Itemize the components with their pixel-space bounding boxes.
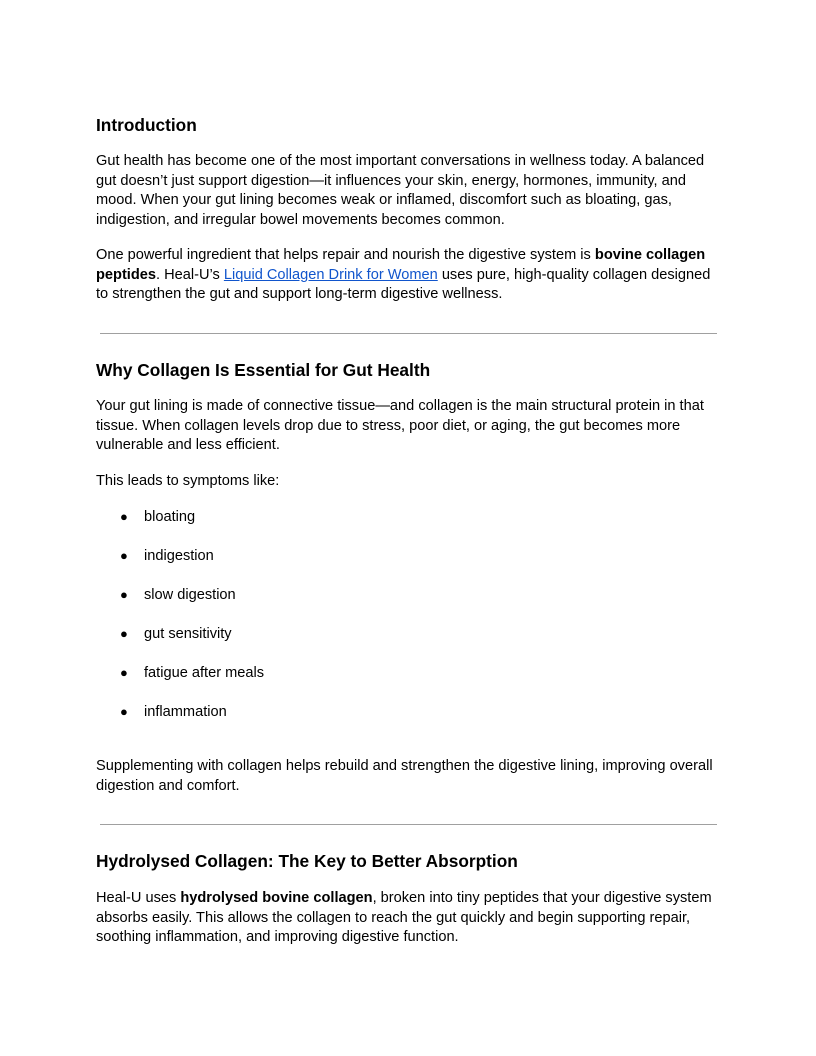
list-item: [96, 545, 496, 584]
intro-paragraph-2-text-a: One powerful ingredient that helps repair and nourish the digestive system is: [96, 247, 595, 263]
section-divider-1: [100, 333, 717, 334]
bullet-icon: ●: [120, 587, 128, 602]
list-item-text: inflammation: [144, 704, 227, 720]
heading-hydrolysed-collagen: Hydrolysed Collagen: The Key to Better Absorption: [96, 851, 518, 871]
hydro-paragraph-1-text-a: Heal-U uses: [96, 890, 181, 906]
liquid-collagen-link[interactable]: Liquid Collagen Drink for Women: [223, 266, 438, 283]
heading-why-collagen: Why Collagen Is Essential for Gut Health: [96, 360, 431, 380]
intro-paragraph-1: Gut health has become one of the most important conversations in wellness today. A balanced gut doesn’t just support digestion—it influences your skin, energy, hormones, immunity, and mood. When your gut lining becomes weak or inflamed, discomfort such as bloating, gas, indigestion, and irregular bowel movements becomes common.: [96, 153, 705, 228]
list-item-text: fatigue after meals: [144, 665, 265, 681]
intro-paragraph-2-text-b: . Heal-U’s: [156, 266, 224, 283]
list-item: [96, 584, 496, 623]
intro-paragraph-2: [96, 246, 720, 305]
list-item: [96, 506, 496, 545]
list-item: [96, 623, 496, 662]
why-paragraph-2: This leads to symptoms like:: [96, 473, 280, 489]
bullet-icon: ●: [120, 704, 128, 719]
why-paragraph-1: Your gut lining is made of connective tissue—and collagen is the main structural protein in that tissue. When collagen levels drop due to stress, poor diet, or aging, the gut becomes more vulnerable and less efficient.: [96, 398, 704, 453]
why-paragraph-3: Supplementing with collagen helps rebuild and strengthen the digestive lining, improving overall digestion and comfort.: [96, 758, 713, 794]
intro-paragraph-2-text-c: uses pure, high-quality collagen designed to strengthen the gut and support long-term digestive wellness.: [96, 266, 711, 302]
list-item-text: indigestion: [144, 548, 214, 564]
symptoms-list: [96, 506, 496, 740]
list-item-text: slow digestion: [144, 587, 236, 603]
bullet-icon: ●: [120, 509, 128, 524]
list-item: [96, 662, 496, 701]
list-item-text: bloating: [144, 509, 196, 525]
bullet-icon: ●: [120, 665, 128, 680]
hydro-paragraph-1: [96, 889, 720, 948]
hydro-paragraph-1-text-b: , broken into tiny peptides that your digestive system absorbs easily. This allows the collagen to reach the gut quickly and begin supporting repair, soothing inflammation, and improving digestive function.: [96, 890, 712, 945]
heading-introduction: Introduction: [96, 115, 197, 135]
list-item: [96, 701, 496, 740]
bullet-icon: ●: [120, 626, 128, 641]
list-item-text: gut sensitivity: [144, 626, 232, 642]
intro-paragraph-2-bold: bovine collagen peptides: [96, 247, 706, 283]
bullet-icon: ●: [120, 548, 128, 563]
section-divider-2: [100, 824, 717, 825]
hydro-paragraph-1-bold: hydrolysed bovine collagen: [180, 890, 373, 906]
